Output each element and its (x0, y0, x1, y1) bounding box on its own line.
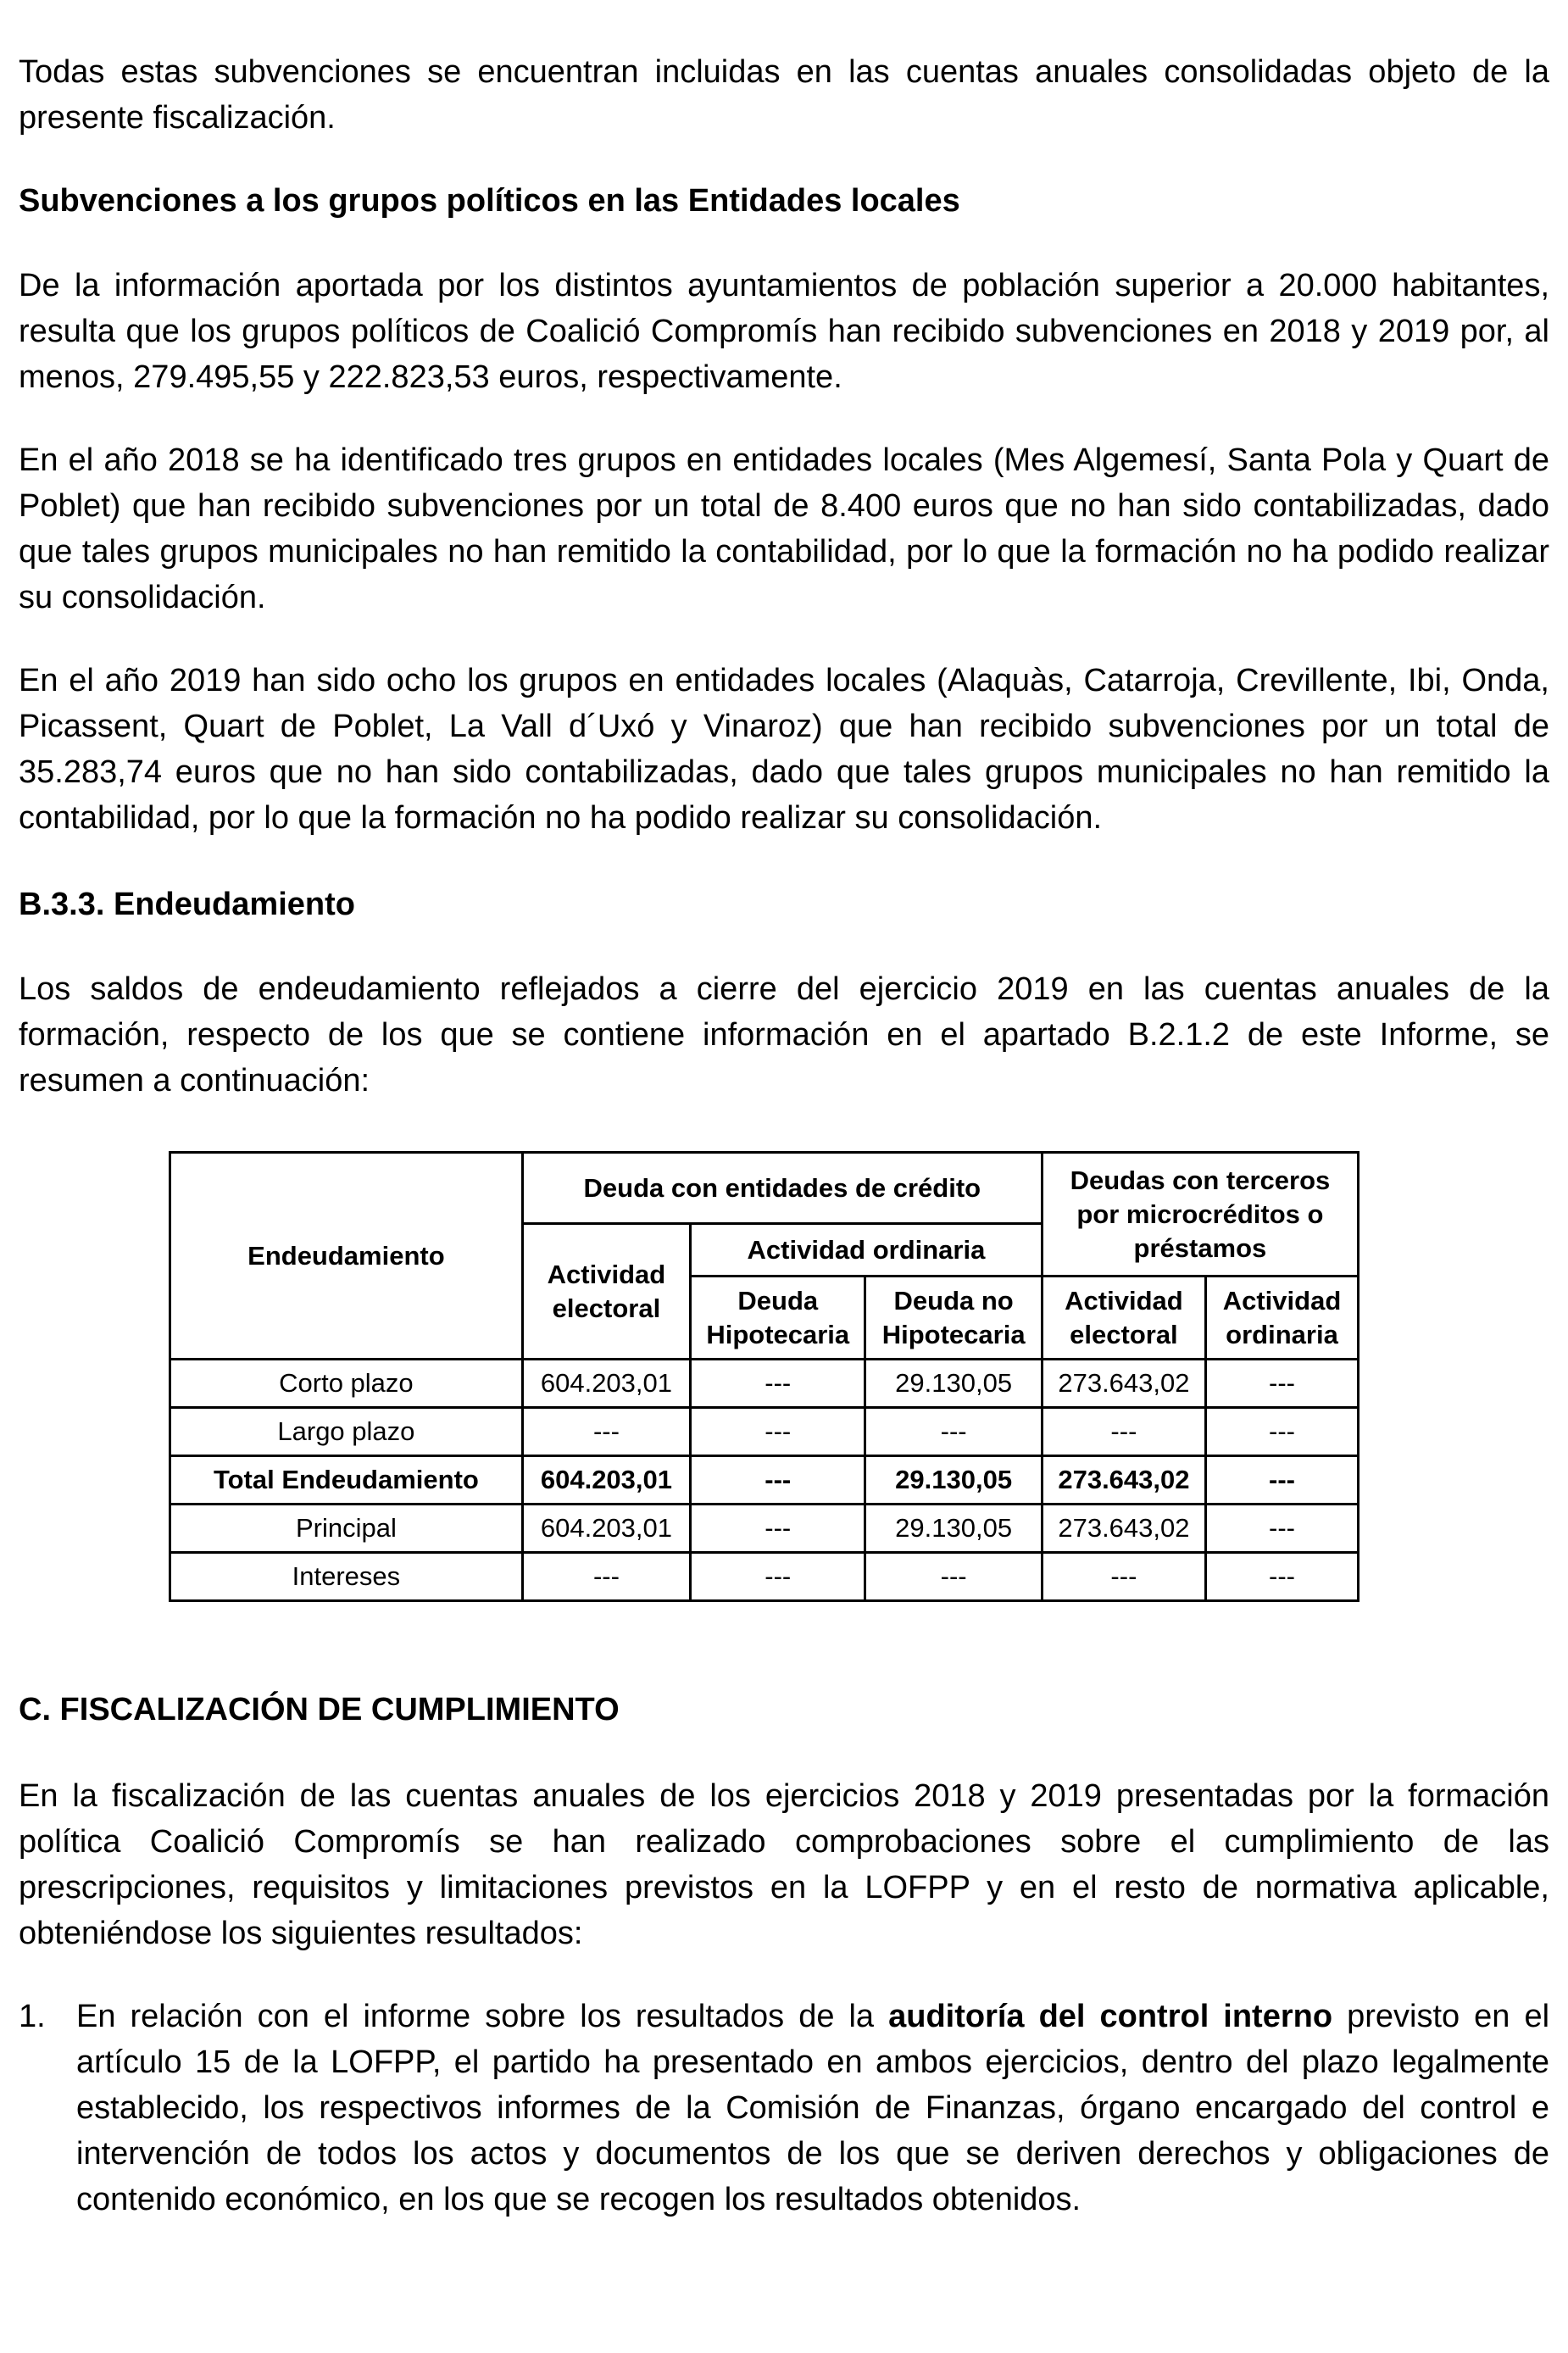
cell-terceros-actividad-ordinaria: --- (1206, 1505, 1359, 1553)
row-label: Largo plazo (170, 1408, 523, 1456)
cell-actividad-electoral: --- (522, 1553, 690, 1601)
cell-deuda-no-hipotecaria: 29.130,05 (865, 1505, 1042, 1553)
endeudamiento-table (169, 1151, 1359, 1602)
cell-actividad-electoral: 604.203,01 (522, 1360, 690, 1408)
cell-deuda-hipotecaria: --- (691, 1505, 865, 1553)
heading-fiscalizacion-cumplimiento: C. FISCALIZACIÓN DE CUMPLIMIENTO (19, 1692, 620, 1727)
table-row (170, 1553, 1359, 1601)
row-label: Total Endeudamiento (170, 1456, 523, 1505)
row-label: Intereses (170, 1553, 523, 1601)
list-text (76, 1994, 1549, 2222)
header-endeudamiento: Endeudamiento (170, 1153, 523, 1360)
cell-terceros-actividad-electoral: 273.643,02 (1042, 1505, 1205, 1553)
cell-terceros-actividad-ordinaria: --- (1206, 1456, 1359, 1505)
header-deuda-no-hipotecaria: Deuda no Hipotecaria (865, 1277, 1042, 1360)
cell-terceros-actividad-ordinaria: --- (1206, 1360, 1359, 1408)
header-terceros-actividad-electoral: Actividad electoral (1042, 1277, 1205, 1360)
cell-deuda-hipotecaria: --- (691, 1360, 865, 1408)
header-actividad-electoral: Actividad electoral (522, 1224, 690, 1360)
table-row (170, 1505, 1359, 1553)
paragraph-fiscalizacion: En la fiscalización de las cuentas anuales de los ejercicios 2018 y 2019 presentadas por la formación política Coalició Compromís se han realizado comprobaciones sobre el cumplimiento de las prescripciones, requisitos y limitaciones previstos en la LOFPP y en el resto de normativa aplicable, obteniéndose los siguientes resultados: (19, 1778, 1549, 1951)
heading-subvenciones: Subvenciones a los grupos políticos en las Entidades locales (19, 183, 960, 219)
table-row (170, 1360, 1359, 1408)
header-deuda-credito: Deuda con entidades de crédito (522, 1153, 1042, 1224)
paragraph-2018-grupos: En el año 2018 se ha identificado tres grupos en entidades locales (Mes Algemesí, Santa Pola y Quart de Poblet) que han recibido subvenciones por un total de 8.400 euros que no han sido contabilizadas, dado que tales grupos municipales no han remitido la contabilidad, por lo que la formación no ha podido realizar su consolidación. (19, 442, 1549, 615)
table-header-row (170, 1153, 1359, 1224)
cell-terceros-actividad-ordinaria: --- (1206, 1408, 1359, 1456)
list-text-before: En relación con el informe sobre los resultados de la (76, 1999, 889, 2034)
paragraph-subvenciones-total: De la información aportada por los distintos ayuntamientos de población superior a 20.000 habitantes, resulta que los grupos políticos de Coalició Compromís han recibido subvenciones en 2018 y 2019 por, al menos, 279.495,55 y 222.823,53 euros, respectivamente. (19, 268, 1549, 395)
header-actividad-ordinaria: Actividad ordinaria (691, 1224, 1043, 1277)
cell-deuda-hipotecaria: --- (691, 1408, 865, 1456)
cell-terceros-actividad-electoral: --- (1042, 1553, 1205, 1601)
table-row (170, 1408, 1359, 1456)
row-label: Corto plazo (170, 1360, 523, 1408)
cell-terceros-actividad-electoral: 273.643,02 (1042, 1456, 1205, 1505)
list-text-after: previsto en el artículo 15 de la LOFPP, el partido ha presentado en ambos ejercicios, dentro del plazo legalmente establecido, los respectivos informes de la Comisión de Finanzas, órgano encargado del control e intervención de todos los actos y documentos de los que se deriven derechos y obligaciones de contenido económico, en los que se recogen los resultados obtenidos. (76, 1999, 1550, 2217)
row-label: Principal (170, 1505, 523, 1553)
paragraph-saldos-endeudamiento: Los saldos de endeudamiento reflejados a cierre del ejercicio 2019 en las cuentas anuales de la formación, respecto de los que se contiene información en el apartado B.2.1.2 de este Informe, se resumen a continuación: (19, 971, 1549, 1099)
cell-deuda-hipotecaria: --- (691, 1553, 865, 1601)
cell-terceros-actividad-electoral: 273.643,02 (1042, 1360, 1205, 1408)
header-terceros-actividad-ordinaria: Actividad ordinaria (1206, 1277, 1359, 1360)
header-deudas-terceros: Deudas con terceros por microcréditos o préstamos (1042, 1153, 1358, 1277)
cell-actividad-electoral: --- (522, 1408, 690, 1456)
cell-deuda-no-hipotecaria: 29.130,05 (865, 1456, 1042, 1505)
cell-deuda-no-hipotecaria: --- (865, 1553, 1042, 1601)
table-row-total (170, 1456, 1359, 1505)
cell-actividad-electoral: 604.203,01 (522, 1456, 690, 1505)
cell-actividad-electoral: 604.203,01 (522, 1505, 690, 1553)
cell-terceros-actividad-electoral: --- (1042, 1408, 1205, 1456)
intro-paragraph: Todas estas subvenciones se encuentran incluidas en las cuentas anuales consolidadas objeto de la presente fiscalización. (19, 54, 1549, 136)
cell-deuda-no-hipotecaria: 29.130,05 (865, 1360, 1042, 1408)
cell-deuda-hipotecaria: --- (691, 1456, 865, 1505)
heading-endeudamiento: B.3.3. Endeudamiento (19, 887, 355, 922)
list-number: 1. (19, 1999, 46, 2034)
cell-terceros-actividad-ordinaria: --- (1206, 1553, 1359, 1601)
cell-deuda-no-hipotecaria: --- (865, 1408, 1042, 1456)
list-item (19, 1994, 1549, 2222)
header-deuda-hipotecaria: Deuda Hipotecaria (691, 1277, 865, 1360)
list-text-bold: auditoría del control interno (888, 1999, 1333, 2034)
paragraph-2019-grupos: En el año 2019 han sido ocho los grupos en entidades locales (Alaquàs, Catarroja, Crevillente, Ibi, Onda, Picassent, Quart de Poblet, La Vall d´Uxó y Vinaroz) que han recibido subvenciones por un total de 35.283,74 euros que no han sido contabilizadas, dado que tales grupos municipales no han remitido la contabilidad, por lo que la formación no ha podido realizar su consolidación. (19, 663, 1549, 836)
